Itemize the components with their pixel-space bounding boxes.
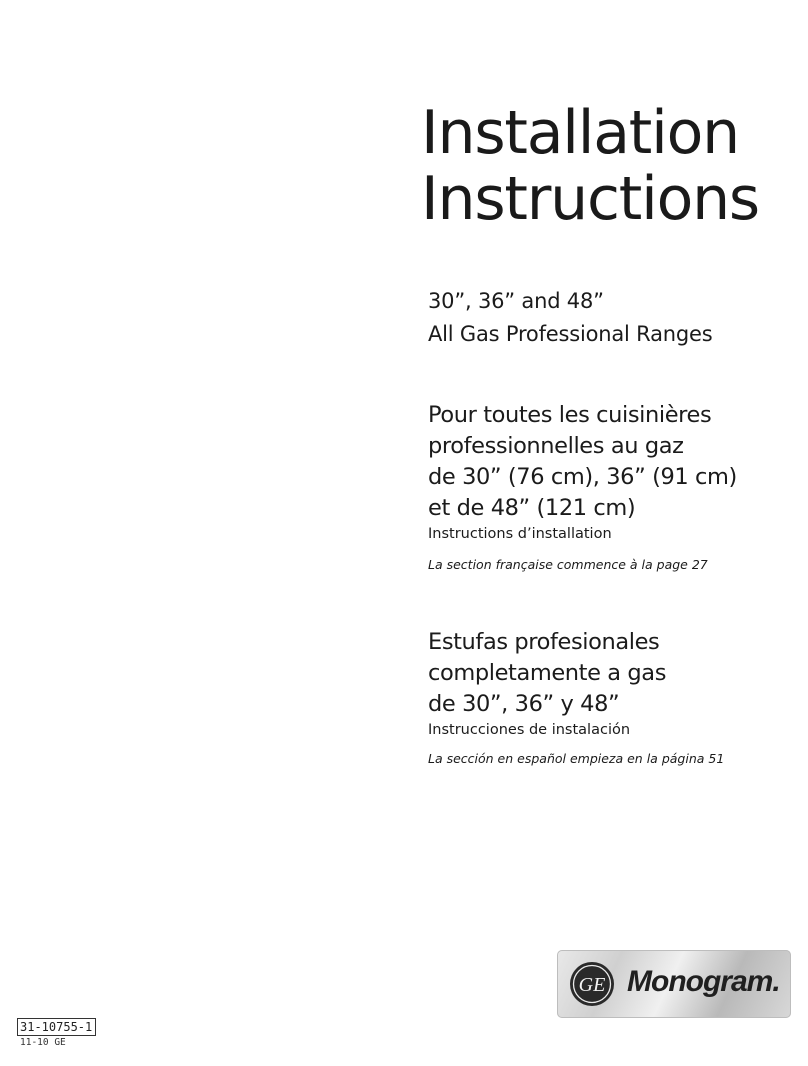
- spanish-heading-line-1: Estufas profesionales: [428, 629, 660, 655]
- french-page-note: La section française commence à la page 27: [428, 557, 708, 572]
- english-product-heading: [428, 285, 712, 351]
- title-line-2: Instructions: [421, 164, 759, 234]
- english-heading-line-2: All Gas Professional Ranges: [428, 322, 713, 346]
- spanish-heading-line-2: completamente a gas: [428, 660, 667, 686]
- ge-monogram-logo: [557, 950, 791, 1018]
- french-product-heading: [428, 400, 737, 524]
- spanish-heading-line-3: de 30”, 36” y 48”: [428, 691, 620, 717]
- spanish-page-note: La sección en español empieza en la página 51: [428, 751, 725, 766]
- french-section: [428, 400, 737, 543]
- ge-emblem-text: GE: [578, 974, 606, 996]
- french-subtitle: Instructions d’installation: [428, 526, 612, 542]
- document-title: [421, 100, 759, 232]
- french-heading-line-2: professionnelles au gaz: [428, 433, 684, 459]
- date-code: 11-10 GE: [20, 1037, 66, 1048]
- title-line-1: Installation: [421, 98, 739, 168]
- part-number: 31-10755-1: [17, 1018, 96, 1036]
- french-heading-line-4: et de 48” (121 cm): [428, 495, 636, 521]
- spanish-product-heading: [428, 627, 666, 720]
- french-heading-line-1: Pour toutes les cuisinières: [428, 402, 712, 428]
- english-heading-line-1: 30”, 36” and 48”: [428, 289, 604, 313]
- ge-monogram-icon: [567, 960, 617, 1008]
- spanish-section: [428, 627, 666, 739]
- monogram-brand-text: Monogram.: [627, 965, 780, 998]
- french-heading-line-3: de 30” (76 cm), 36” (91 cm): [428, 464, 737, 490]
- spanish-subtitle: Instrucciones de instalación: [428, 722, 631, 738]
